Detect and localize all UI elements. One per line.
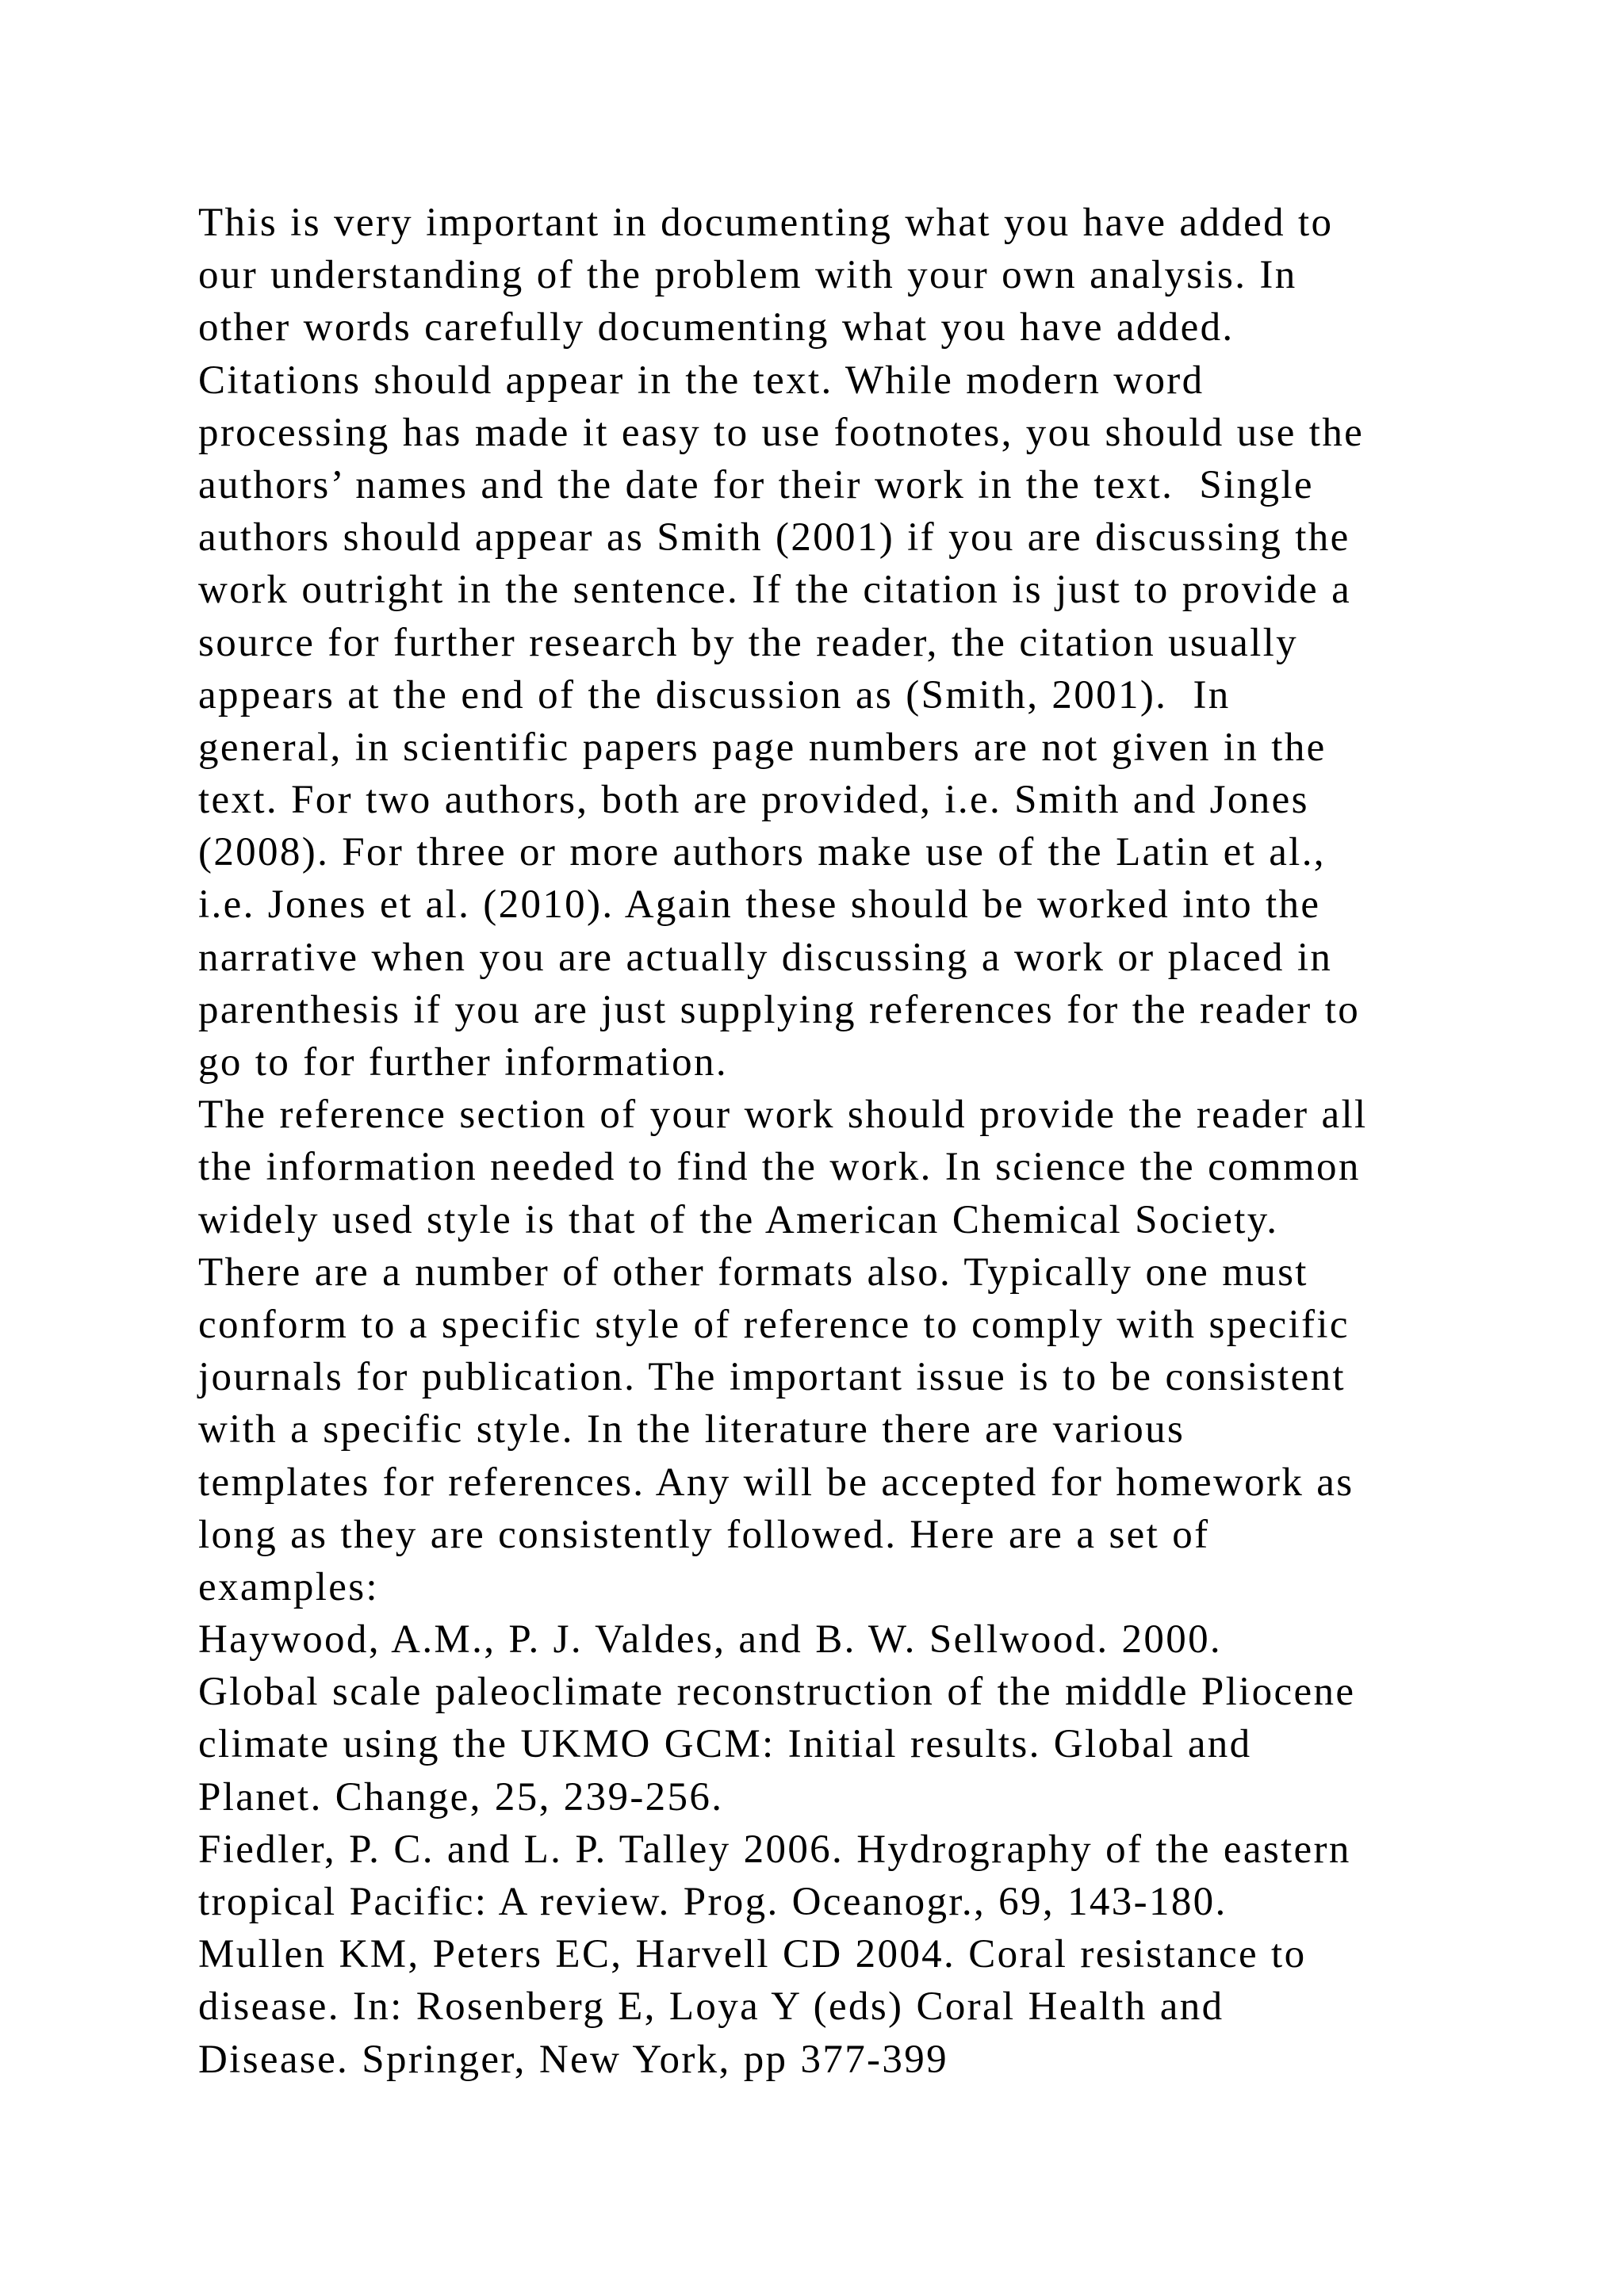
text-line: (2008). For three or more authors make use of the Latin et al., bbox=[198, 830, 1326, 875]
reference-line: Fiedler, P. C. and L. P. Talley 2006. Hydrography of the eastern bbox=[198, 1827, 1351, 1872]
text-line: narrative when you are actually discussing a work or placed in bbox=[198, 935, 1333, 980]
text-line: This is very important in documenting what you have added to bbox=[198, 201, 1334, 245]
reference-line: climate using the UKMO GCM: Initial results. Global and bbox=[198, 1722, 1252, 1767]
text-line: long as they are consistently followed. Here are a set of bbox=[198, 1512, 1210, 1557]
text-line: i.e. Jones et al. (2010). Again these should be worked into the bbox=[198, 882, 1321, 928]
reference-line: Mullen KM, Peters EC, Harvell CD 2004. Coral resistance to bbox=[198, 1932, 1307, 1977]
text-line: journals for publication. The important issue is to be consistent bbox=[198, 1355, 1346, 1400]
reference-line: Haywood, A.M., P. J. Valdes, and B. W. Sellwood. 2000. bbox=[198, 1617, 1223, 1663]
document-body bbox=[198, 197, 1451, 2086]
reference-line: Disease. Springer, New York, pp 377-399 bbox=[198, 2037, 948, 2082]
text-line: examples: bbox=[198, 1564, 379, 1609]
text-line: appears at the end of the discussion as (Smith, 2001). In bbox=[198, 672, 1231, 718]
text-line: processing has made it easy to use footnotes, you should use the bbox=[198, 410, 1365, 455]
reference-line: disease. In: Rosenberg E, Loya Y (eds) Coral Health and bbox=[198, 1984, 1224, 2030]
text-line: conform to a specific style of reference to comply with specific bbox=[198, 1302, 1350, 1347]
text-line: parenthesis if you are just supplying references for the reader to bbox=[198, 987, 1361, 1032]
reference-line: Planet. Change, 25, 239-256. bbox=[198, 1774, 724, 1820]
text-line: Citations should appear in the text. While modern word bbox=[198, 358, 1205, 403]
text-line: other words carefully documenting what you have added. bbox=[198, 305, 1235, 350]
text-line: general, in scientific papers page numbers are not given in the bbox=[198, 725, 1327, 770]
text-line: work outright in the sentence. If the citation is just to provide a bbox=[198, 568, 1352, 613]
text-line: our understanding of the problem with your own analysis. In bbox=[198, 253, 1297, 298]
text-line: widely used style is that of the American Chemical Society. bbox=[198, 1197, 1279, 1242]
text-line: source for further research by the reader, the citation usually bbox=[198, 620, 1298, 665]
text-line: There are a number of other formats also. Typically one must bbox=[198, 1249, 1308, 1295]
text-line: authors’ names and the date for their work in the text. Single bbox=[198, 462, 1314, 507]
text-line: templates for references. Any will be accepted for homework as bbox=[198, 1460, 1354, 1505]
text-line: the information needed to find the work. In science the common bbox=[198, 1145, 1361, 1190]
text-line: go to for further information. bbox=[198, 1040, 728, 1085]
reference-line: tropical Pacific: A review. Prog. Oceanogr., 69, 143-180. bbox=[198, 1880, 1228, 1924]
text-line: with a specific style. In the literature there are various bbox=[198, 1407, 1185, 1452]
text-line: authors should appear as Smith (2001) if you are discussing the bbox=[198, 515, 1350, 561]
text-line: The reference section of your work should provide the reader all bbox=[198, 1093, 1368, 1138]
reference-line: Global scale paleoclimate reconstruction of the middle Pliocene bbox=[198, 1670, 1356, 1715]
text-line: text. For two authors, both are provided, i.e. Smith and Jones bbox=[198, 778, 1309, 823]
